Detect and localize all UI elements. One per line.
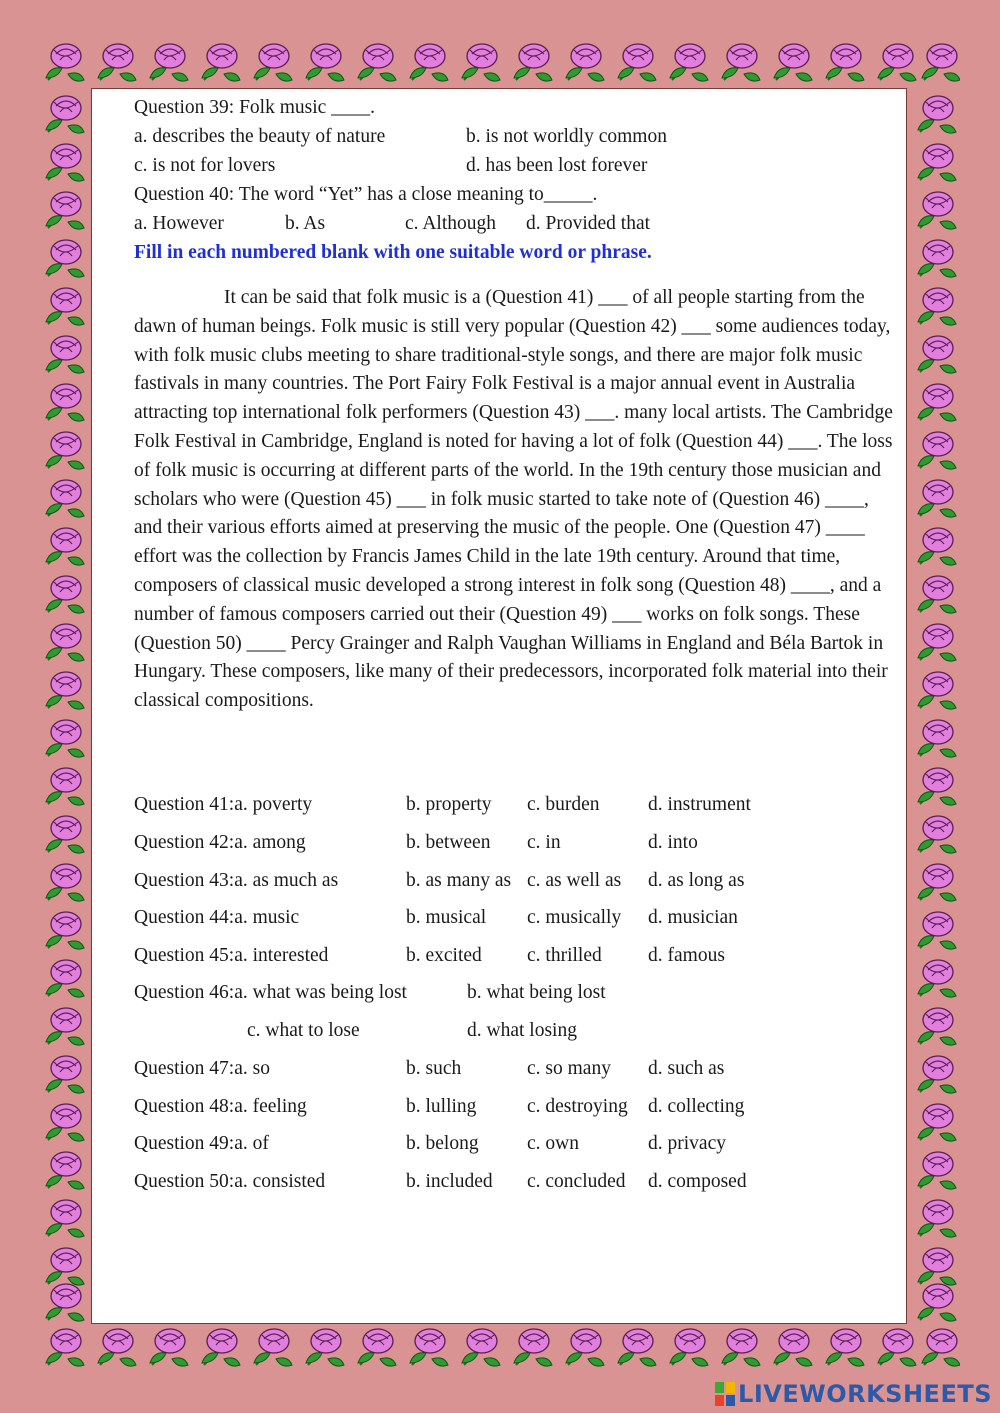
question-47-option-d: d. such as xyxy=(648,1058,725,1079)
question-41-option-a: Question 41:a. poverty xyxy=(134,794,313,815)
liveworksheets-logo-icon xyxy=(714,1381,736,1407)
question-44-option-a: Question 44:a. music xyxy=(134,907,300,928)
question-41-option-c: c. burden xyxy=(527,794,600,815)
question-40-stem: Question 40: The word “Yet” has a close meaning to_____. xyxy=(134,184,598,205)
question-43-option-b: b. as many as xyxy=(406,870,512,891)
question-45-option-c: c. thrilled xyxy=(527,945,602,966)
question-41-option-d: d. instrument xyxy=(648,794,751,815)
question-39-stem: Question 39: Folk music ____. xyxy=(134,97,376,118)
liveworksheets-logo[interactable] xyxy=(714,1379,992,1409)
question-42-option-d: d. into xyxy=(648,832,698,853)
question-49-option-c: c. own xyxy=(527,1133,579,1154)
question-46-option-d: d. what losing xyxy=(467,1020,577,1041)
worksheet-page xyxy=(91,88,907,1324)
question-49-option-b: b. belong xyxy=(406,1133,479,1154)
question-42-option-b: b. between xyxy=(406,832,491,853)
question-48-option-b: b. lulling xyxy=(406,1096,477,1117)
reading-passage xyxy=(134,284,894,716)
question-44-option-b: b. musical xyxy=(406,907,487,928)
question-49-option-a: Question 49:a. of xyxy=(134,1133,269,1154)
question-40-option-b: b. As xyxy=(285,213,326,234)
question-44-option-d: d. musician xyxy=(648,907,738,928)
question-50-option-d: d. composed xyxy=(648,1171,747,1192)
passage-text: It can be said that folk music is a (Question 41) ___ of all people starting from the dawn of human beings. Folk music is still very popular (Question 42) ___ some audiences today, with folk music clubs meeting to share traditional-style songs, and there are major folk music fastivals in many countries. The Port Fairy Folk Festival is a major annual event in Australia attracting top international folk performers (Question 43) ___. many local artists. The Cambridge Folk Festival in Cambridge, England is noted for having a lot of folk (Question 44) ___. The loss of folk music is occurring at different parts of the world. In the 19th century those musician and scholars who were (Question 45) ___ in folk music started to take note of (Question 46) ____, and their various efforts aimed at preserving the music of the people. One (Question 47) ____ effort was the collection by Francis James Child in the late 19th century. Around that time, composers of classical music developed a strong interest in folk song (Question 48) ____, and a number of famous composers carried out their (Question 49) ___ works on folk songs. These (Question 50) ____ Percy Grainger and Ralph Vaughan Williams in England and Béla Bartok in Hungary. These composers, like many of their predecessors, incorporated folk material into their classical compositions. xyxy=(134,287,893,712)
question-50-option-a: Question 50:a. consisted xyxy=(134,1171,326,1192)
question-50-option-b: b. included xyxy=(406,1171,493,1192)
question-46-option-c: c. what to lose xyxy=(247,1020,360,1041)
question-46-option-b: b. what being lost xyxy=(467,982,606,1003)
question-47-option-a: Question 47:a. so xyxy=(134,1058,270,1079)
question-48-option-c: c. destroying xyxy=(527,1096,628,1117)
liveworksheets-brand-text: LIVEWORKSHEETS xyxy=(738,1380,992,1408)
question-39-option-d: d. has been lost forever xyxy=(466,155,648,176)
question-43-option-a: Question 43:a. as much as xyxy=(134,870,339,891)
question-43-option-d: d. as long as xyxy=(648,870,745,891)
question-49-option-d: d. privacy xyxy=(648,1133,726,1154)
question-41-option-b: b. property xyxy=(406,794,492,815)
question-42-option-c: c. in xyxy=(527,832,561,853)
question-40-option-c: c. Although xyxy=(405,213,496,234)
question-46-option-a: Question 46:a. what was being lost xyxy=(134,982,407,1003)
question-40-option-a: a. However xyxy=(134,213,224,234)
question-39-option-b: b. is not worldly common xyxy=(466,126,667,147)
question-45-option-b: b. excited xyxy=(406,945,482,966)
question-39-option-a: a. describes the beauty of nature xyxy=(134,126,386,147)
question-47-option-c: c. so many xyxy=(527,1058,611,1079)
question-47-option-b: b. such xyxy=(406,1058,462,1079)
question-44-option-c: c. musically xyxy=(527,907,622,928)
question-43-option-c: c. as well as xyxy=(527,870,622,891)
question-48-option-a: Question 48:a. feeling xyxy=(134,1096,307,1117)
question-42-option-a: Question 42:a. among xyxy=(134,832,306,853)
question-50-option-c: c. concluded xyxy=(527,1171,626,1192)
question-45-option-d: d. famous xyxy=(648,945,725,966)
question-39-option-c: c. is not for lovers xyxy=(134,155,276,176)
section-instruction: Fill in each numbered blank with one suitable word or phrase. xyxy=(134,242,652,263)
question-45-option-a: Question 45:a. interested xyxy=(134,945,329,966)
question-48-option-d: d. collecting xyxy=(648,1096,745,1117)
question-40-option-d: d. Provided that xyxy=(526,213,651,234)
